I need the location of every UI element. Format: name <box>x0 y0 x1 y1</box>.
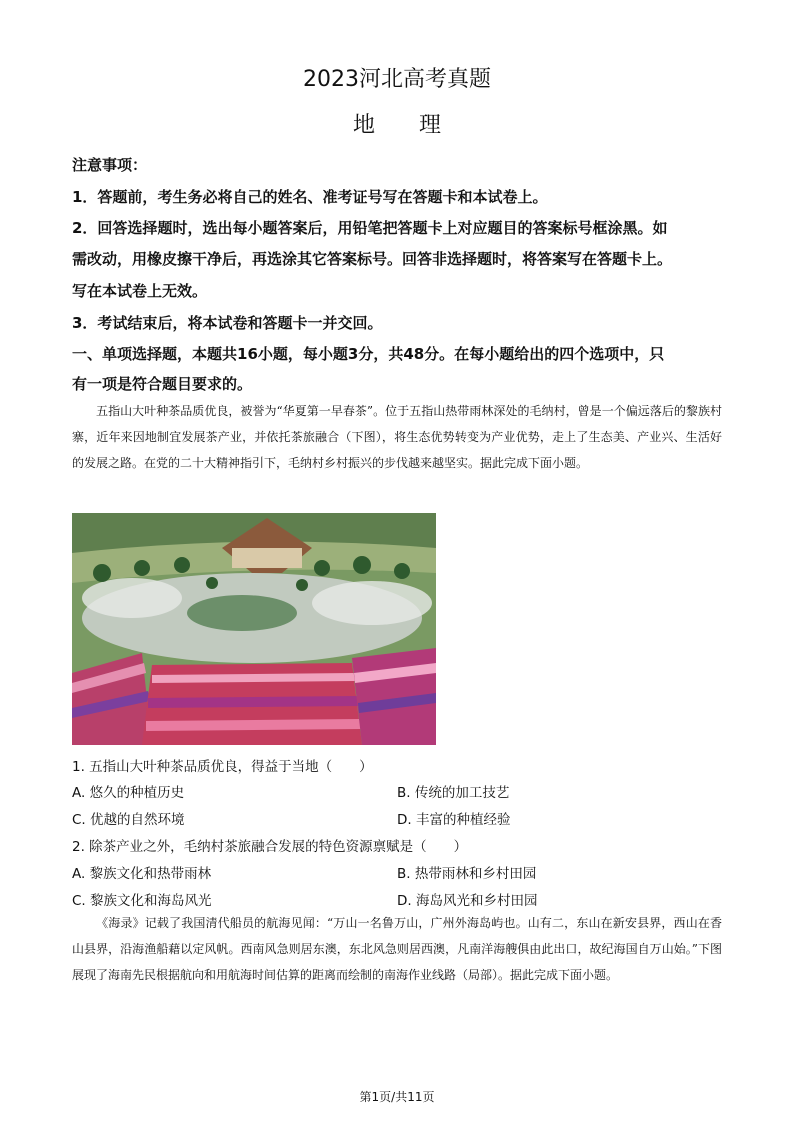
question-2-stem: 2. 除茶产业之外，毛纳村茶旅融合发展的特色资源禀赋是（ ） <box>72 839 468 855</box>
option[interactable]: D. 丰富的种植经验 <box>397 812 511 828</box>
notice-item: 3．考试结束后，将本试卷和答题卡一并交回。 <box>72 314 383 332</box>
option[interactable]: B. 传统的加工技艺 <box>397 785 510 801</box>
passage-1 <box>72 398 722 476</box>
passage-1-text: 五指山大叶种茶品质优良，被誉为“华夏第一早春茶”。位于五指山热带雨林深处的毛纳村，曾是一个偏远落后的黎族村寨，近年来因地制宜发展茶产业，并依托茶旅融合（下图），将生态优势转变为产业优势，走上了生态美、产业兴、生活好的发展之路。在党的二十大精神指引下，毛纳村乡村振兴的步伐越来越坚实。据此完成下面小题。 <box>72 404 722 470</box>
notice-item: 2．回答选择题时，选出每小题答案后，用铅笔把答题卡上对应题目的答案标号框涂黑。如 <box>72 219 668 237</box>
subject-char: 地 <box>352 113 375 138</box>
section-heading: 有一项是符合题目要求的。 <box>72 375 253 393</box>
tea-tourism-photo <box>72 513 436 745</box>
option[interactable]: B. 热带雨林和乡村田园 <box>397 866 537 882</box>
passage-2 <box>72 910 722 988</box>
option[interactable]: A. 悠久的种植历史 <box>72 785 185 801</box>
option[interactable]: C. 优越的自然环境 <box>72 812 185 828</box>
passage-2-text: 《海录》记载了我国清代船员的航海见闻：“万山一名鲁万山，广州外海岛屿也。山有二，东山在新安县界，西山在香山县界，沿海渔船藉以定风帆。西南风急则居东澳，东北风急则居西澳，凡南洋海艘俱由此出口，故纪海国自万山始。”下图展现了海南先民根据航向和用航海时间估算的距离而绘制的南海作业线路（局部）。据此完成下面小题。 <box>72 916 722 982</box>
option[interactable]: D. 海岛风光和乡村田园 <box>397 893 538 909</box>
subject-char: 理 <box>419 113 442 138</box>
village-photo-illustration <box>72 513 436 745</box>
page-footer: 第1页/共11页 <box>359 1090 435 1104</box>
subject-title <box>0 108 794 139</box>
exam-title: 2023河北高考真题 <box>303 67 491 92</box>
notice-heading: 注意事项： <box>72 156 148 174</box>
section-heading: 一、单项选择题，本题共16小题，每小题3分，共48分。在每小题给出的四个选项中，只 <box>72 345 665 363</box>
option[interactable]: A. 黎族文化和热带雨林 <box>72 866 212 882</box>
notice-item: 需改动，用橡皮擦干净后，再选涂其它答案标号。回答非选择题时，将答案写在答题卡上。 <box>72 250 673 268</box>
option[interactable]: C. 黎族文化和海岛风光 <box>72 893 212 909</box>
notice-item: 写在本试卷上无效。 <box>72 282 208 300</box>
question-1-stem: 1. 五指山大叶种茶品质优良，得益于当地（ ） <box>72 759 373 775</box>
notice-item: 1．答题前，考生务必将自己的姓名、准考证号写在答题卡和本试卷上。 <box>72 188 548 206</box>
